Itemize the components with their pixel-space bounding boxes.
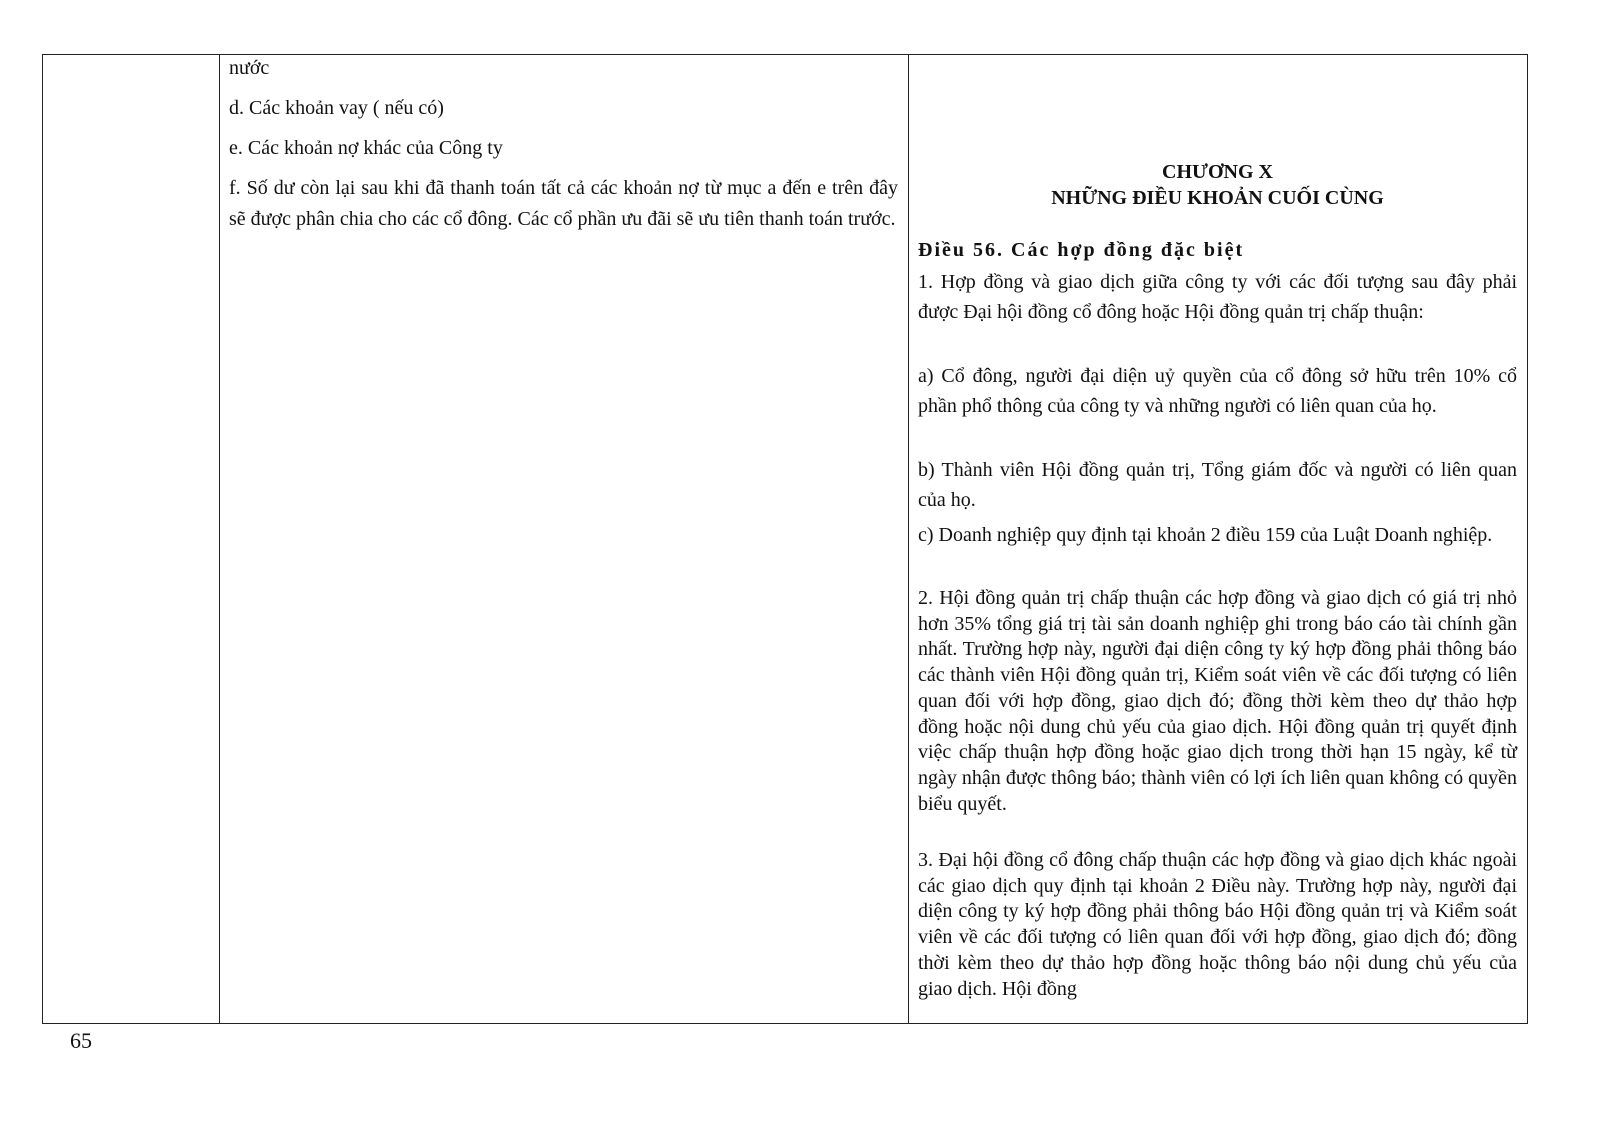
article-item-c: c) Doanh nghiệp quy định tại khoản 2 điều 159 của Luật Doanh nghiệp. bbox=[918, 524, 1493, 546]
article-paragraph-3: 3. Đại hội đồng cổ đông chấp thuận các hợp đồng và giao dịch khác ngoài các giao dịch quy định tại khoản 2 Điều này. Trường hợp này, người đại diện công ty ký hợp đồng phải thông báo Hội đồng quản trị và Kiểm soát viên về các đối tượng có liên quan đối với hợp đồng, giao dịch đó; đồng thời kèm theo dự thảo hợp đồng hoặc thông báo nội dung chủ yếu của giao dịch. Hội đồng bbox=[918, 849, 1517, 1000]
chapter-number: CHƯƠNG X bbox=[1162, 161, 1273, 183]
table-column-left bbox=[219, 55, 909, 1023]
left-paragraph-e: e. Các khoản nợ khác của Công ty bbox=[229, 137, 503, 159]
left-paragraph-d: d. Các khoản vay ( nếu có) bbox=[229, 97, 444, 119]
article-title: Điều 56. Các hợp đồng đặc biệt bbox=[918, 239, 1245, 261]
document-table bbox=[42, 54, 1528, 1024]
article-item-b: b) Thành viên Hội đồng quản trị, Tổng giám đốc và người có liên quan của họ. bbox=[918, 459, 1517, 511]
article-item-a: a) Cổ đông, người đại diện uỷ quyền của cổ đông sở hữu trên 10% cổ phần phổ thông của công ty và những người có liên quan của họ. bbox=[918, 365, 1517, 417]
left-paragraph-f: f. Số dư còn lại sau khi đã thanh toán tất cả các khoản nợ từ mục a đến e trên đây sẽ được phân chia cho các cổ đông. Các cổ phần ưu đãi sẽ ưu tiên thanh toán trước. bbox=[229, 177, 898, 230]
chapter-title: NHỮNG ĐIỀU KHOẢN CUỐI CÙNG bbox=[1051, 187, 1384, 209]
article-paragraph-2: 2. Hội đồng quản trị chấp thuận các hợp đồng và giao dịch có giá trị nhỏ hơn 35% tổng giá trị tài sản doanh nghiệp ghi trong báo cáo tài chính gần nhất. Trường hợp này, người đại diện công ty ký hợp đồng phải thông báo các thành viên Hội đồng quản trị, Kiểm soát viên về các đối tượng có liên quan đối với hợp đồng, giao dịch đó; đồng thời kèm theo dự thảo hợp đồng hoặc nội dung chủ yếu của giao dịch. Hội đồng quản trị quyết định việc chấp thuận hợp đồng hoặc giao dịch trong thời hạn 15 ngày, kể từ ngày nhận được thông báo; thành viên có lợi ích liên quan không có quyền biểu quyết. bbox=[918, 587, 1517, 815]
left-paragraph-fragment: nước bbox=[229, 57, 270, 79]
table-column-empty bbox=[43, 55, 220, 1023]
article-paragraph-1: 1. Hợp đồng và giao dịch giữa công ty với các đối tượng sau đây phải được Đại hội đồng cổ đông hoặc Hội đồng quản trị chấp thuận: bbox=[918, 271, 1517, 323]
page-number: 65 bbox=[70, 1028, 92, 1053]
table-column-right bbox=[908, 55, 1527, 1023]
